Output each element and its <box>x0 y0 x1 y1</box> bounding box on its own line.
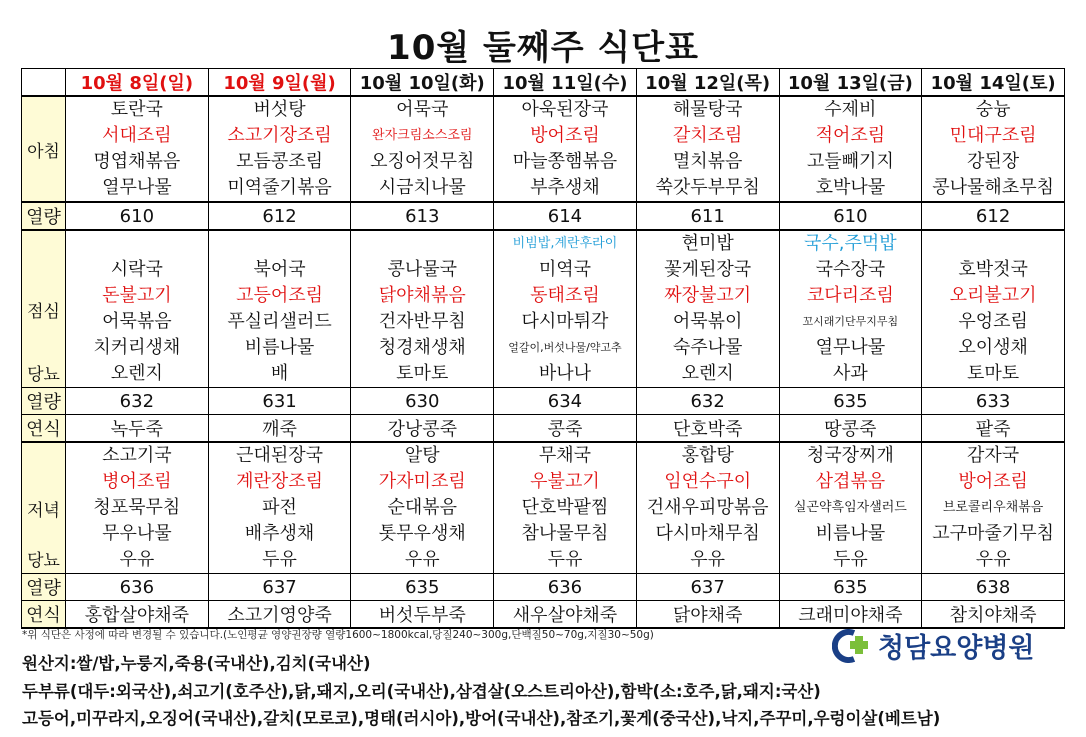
calorie-label: 열량 <box>22 388 66 415</box>
porridge-value: 참치야채죽 <box>922 601 1065 629</box>
menu-item: 톳무우생채 <box>378 523 466 544</box>
menu-item: 병어조림 <box>102 471 172 492</box>
page-title: 10월 둘째주 식단표 <box>387 28 699 68</box>
calorie-value: 635 <box>779 388 922 415</box>
menu-item: 미역줄기볶음 <box>227 177 332 198</box>
lunch-cell <box>779 230 922 388</box>
dinner-label <box>22 442 66 574</box>
menu-item: 동태조림 <box>530 285 600 306</box>
menu-item: 코다리조림 <box>806 285 894 306</box>
dinner-label-text: 저녁 <box>27 500 60 521</box>
menu-item: 미역국 <box>538 259 592 280</box>
calorie-value: 634 <box>494 388 637 415</box>
nutrition-note: *위 식단은 사정에 따라 변경될 수 있습니다.(노인평균 영양권장량 열량1600~1800kcal,당질240~300g,단백질50~70g,지질30~50g) <box>22 629 654 641</box>
calorie-value: 610 <box>66 202 209 230</box>
menu-item: 건자반무침 <box>378 311 466 332</box>
menu-item: 짜장불고기 <box>664 285 752 306</box>
dinner-cell <box>494 442 637 574</box>
calorie-value: 613 <box>351 202 494 230</box>
dinner-calorie-row <box>22 574 1065 601</box>
menu-item: 가자미조림 <box>378 471 466 492</box>
porridge-value: 홍합살야채죽 <box>66 601 209 629</box>
porridge-value: 닭야채죽 <box>636 601 779 629</box>
menu-item: 계란장조림 <box>236 471 324 492</box>
menu-item: 시금치나물 <box>378 177 466 198</box>
day-header: 10월 9일(월) <box>208 69 351 97</box>
menu-item: 호박나물 <box>815 177 886 198</box>
menu-item: 국수,주먹밥 <box>804 233 897 254</box>
menu-item: 순대볶음 <box>387 497 458 518</box>
day-header: 10월 13일(금) <box>779 69 922 97</box>
porridge-value: 새우살야채죽 <box>494 601 637 629</box>
menu-item: 숙주나물 <box>672 337 743 358</box>
menu-item: 고구마줄기무침 <box>932 523 1054 544</box>
menu-item: 방어조림 <box>958 471 1028 492</box>
menu-item: 오리불고기 <box>949 285 1037 306</box>
menu-item: 사과 <box>832 363 868 384</box>
calorie-value: 636 <box>494 574 637 601</box>
menu-item: 북어국 <box>253 259 306 280</box>
menu-item: 비름나물 <box>815 523 886 544</box>
menu-item: 콩나물해초무침 <box>932 177 1054 198</box>
lunch-calorie-row <box>22 388 1065 415</box>
hospital-name: 청담요양병원 <box>878 633 1035 664</box>
porridge-label: 연식 <box>22 601 66 629</box>
menu-item: 쑥갓두부무침 <box>655 177 760 198</box>
menu-item: 꽃게된장국 <box>664 259 752 280</box>
menu-item: 버섯탕 <box>253 99 306 120</box>
menu-item: 시락국 <box>110 259 163 280</box>
porridge-value: 녹두죽 <box>66 415 209 443</box>
diabetic-label: 당뇨 <box>27 551 60 571</box>
breakfast-label: 아침 <box>22 96 66 202</box>
menu-item: 감자국 <box>967 445 1020 466</box>
menu-item: 강된장 <box>967 151 1020 172</box>
menu-item: 갈치조림 <box>672 125 743 146</box>
menu-item: 토란국 <box>110 99 163 120</box>
porridge-value: 크래미야채죽 <box>779 601 922 629</box>
menu-item: 푸실리샐러드 <box>227 311 332 332</box>
breakfast-cell <box>636 96 779 202</box>
menu-item: 고들빼기지 <box>806 151 894 172</box>
menu-item: 배 <box>270 363 289 384</box>
menu-item: 어묵볶음 <box>102 311 172 332</box>
menu-item: 치커리생채 <box>93 337 181 358</box>
menu-item: 무채국 <box>538 445 592 466</box>
menu-item: 꼬시래기단무지무침 <box>802 315 899 328</box>
calorie-value: 632 <box>636 388 779 415</box>
day-header: 10월 8일(일) <box>66 69 209 97</box>
lunch-cell <box>494 230 637 388</box>
menu-item: 멸치볶음 <box>672 151 743 172</box>
origin-line-3: 고등어,미꾸라지,오징어(국내산),갈치(모로코),명태(러시아),방어(국내산),참조기,꽃게(중국산),낙지,주꾸미,우렁이살(베트남) <box>22 709 941 728</box>
diabetic-label: 당뇨 <box>27 365 60 385</box>
menu-item: 근대된장국 <box>236 445 324 466</box>
menu-item: 우유 <box>404 549 440 570</box>
menu-item: 호박젓국 <box>958 259 1028 280</box>
calorie-value: 630 <box>351 388 494 415</box>
dinner-cell <box>66 442 209 574</box>
menu-item: 부추생채 <box>530 177 600 198</box>
menu-item: 다시마튀각 <box>521 311 609 332</box>
menu-item <box>922 231 1064 257</box>
menu-item: 비빔밥,계란후라이 <box>512 236 618 251</box>
lunch-cell <box>351 230 494 388</box>
origin-line-1: 원산지:쌀/밥,누룽지,죽용(국내산),김치(국내산) <box>22 654 371 673</box>
porridge-value: 강낭콩죽 <box>351 415 494 443</box>
breakfast-calorie-row <box>22 202 1065 230</box>
porridge-value: 깨죽 <box>208 415 351 443</box>
menu-item: 우유 <box>975 549 1011 570</box>
menu-item: 비름나물 <box>244 337 315 358</box>
menu-item: 배추생채 <box>244 523 315 544</box>
calorie-value: 635 <box>351 574 494 601</box>
lunch-porridge-row <box>22 415 1065 443</box>
menu-item: 콩나물국 <box>387 259 458 280</box>
calorie-value: 635 <box>779 574 922 601</box>
menu-item: 청국장찌개 <box>806 445 894 466</box>
menu-item: 바나나 <box>538 363 592 384</box>
menu-item: 숭늉 <box>975 99 1011 120</box>
menu-item: 다시마채무침 <box>655 523 760 544</box>
menu-item: 참나물무침 <box>521 523 609 544</box>
menu-item: 명엽채볶음 <box>93 151 181 172</box>
menu-item: 완자크림소스조림 <box>372 128 473 143</box>
dinner-cell <box>922 442 1065 574</box>
menu-item: 닭야채볶음 <box>378 285 466 306</box>
menu-item: 방어조림 <box>530 125 600 146</box>
menu-item: 오렌지 <box>681 363 734 384</box>
porridge-value: 땅콩죽 <box>779 415 922 443</box>
menu-item: 오이생채 <box>958 337 1028 358</box>
day-header: 10월 14일(토) <box>922 69 1065 97</box>
day-header: 10월 11일(수) <box>494 69 637 97</box>
lunch-row <box>22 230 1065 388</box>
menu-item: 모듬콩조림 <box>236 151 324 172</box>
calorie-label: 열량 <box>22 574 66 601</box>
calorie-value: 638 <box>922 574 1065 601</box>
porridge-label: 연식 <box>22 415 66 443</box>
lunch-cell <box>636 230 779 388</box>
lunch-cell <box>208 230 351 388</box>
dinner-porridge-row <box>22 601 1065 629</box>
menu-item: 실곤약흑임자샐러드 <box>793 500 907 515</box>
hospital-logo-icon <box>832 629 872 663</box>
calorie-value: 612 <box>922 202 1065 230</box>
breakfast-cell <box>494 96 637 202</box>
calorie-value: 633 <box>922 388 1065 415</box>
lunch-label <box>22 230 66 388</box>
menu-item: 청포묵무침 <box>93 497 181 518</box>
calorie-label: 열량 <box>22 202 66 230</box>
menu-item: 임연수구이 <box>664 471 752 492</box>
menu-item: 해물탕국 <box>672 99 743 120</box>
lunch-cell <box>922 230 1065 388</box>
menu-item <box>351 231 493 257</box>
origin-line-2: 두부류(대두:외국산),쇠고기(호주산),닭,돼지,오리(국내산),삼겹살(오스트리아산),함박(소:호주,닭,돼지:국산) <box>22 682 821 701</box>
menu-item: 소고기국 <box>102 445 172 466</box>
breakfast-cell <box>922 96 1065 202</box>
menu-item: 두유 <box>832 549 868 570</box>
breakfast-row <box>22 96 1065 202</box>
menu-item: 청경채생채 <box>378 337 466 358</box>
dinner-cell <box>636 442 779 574</box>
menu-item: 소고기장조림 <box>227 125 332 146</box>
calorie-value: 611 <box>636 202 779 230</box>
menu-item: 마늘쫑햄볶음 <box>512 151 618 172</box>
menu-item: 삼겹볶음 <box>815 471 886 492</box>
menu-item: 우엉조림 <box>958 311 1028 332</box>
lunch-label-text: 점심 <box>27 301 60 322</box>
porridge-value: 팥죽 <box>922 415 1065 443</box>
menu-item <box>66 231 208 257</box>
menu-item: 현미밥 <box>681 233 734 254</box>
breakfast-cell <box>351 96 494 202</box>
calorie-value: 631 <box>208 388 351 415</box>
menu-item: 두유 <box>262 549 297 570</box>
menu-item: 열무나물 <box>815 337 886 358</box>
menu-item: 열무나물 <box>102 177 172 198</box>
menu-item: 적어조림 <box>815 125 886 146</box>
calorie-value: 636 <box>66 574 209 601</box>
porridge-value: 단호박죽 <box>636 415 779 443</box>
menu-item: 돈불고기 <box>102 285 172 306</box>
menu-item: 건새우피망볶음 <box>646 497 769 518</box>
menu-item: 토마토 <box>967 363 1020 384</box>
menu-item: 고등어조림 <box>236 285 324 306</box>
corner-cell <box>22 69 66 97</box>
lunch-cell <box>66 230 209 388</box>
menu-item: 단호박팥찜 <box>521 497 609 518</box>
hospital-logo <box>832 626 1035 665</box>
calorie-value: 637 <box>636 574 779 601</box>
calorie-value: 637 <box>208 574 351 601</box>
menu-item: 홍합탕 <box>681 445 734 466</box>
dinner-cell <box>779 442 922 574</box>
header-row <box>22 69 1065 97</box>
day-header: 10월 12일(목) <box>636 69 779 97</box>
porridge-value: 소고기영양죽 <box>208 601 351 629</box>
menu-table <box>21 68 1065 629</box>
menu-item: 무우나물 <box>102 523 172 544</box>
menu-item: 토마토 <box>396 363 449 384</box>
menu-item: 우유 <box>690 549 726 570</box>
dinner-cell <box>351 442 494 574</box>
breakfast-cell <box>66 96 209 202</box>
calorie-value: 612 <box>208 202 351 230</box>
menu-item: 수제비 <box>824 99 877 120</box>
menu-item: 오징어젓무침 <box>370 151 475 172</box>
calorie-value: 610 <box>779 202 922 230</box>
menu-item: 국수장국 <box>815 259 886 280</box>
menu-item: 알탕 <box>404 445 440 466</box>
menu-item: 브로콜리우채볶음 <box>942 500 1044 515</box>
calorie-value: 632 <box>66 388 209 415</box>
calorie-value: 614 <box>494 202 637 230</box>
menu-item: 파전 <box>262 497 297 518</box>
menu-item: 두유 <box>547 549 583 570</box>
menu-item: 어묵볶이 <box>672 311 743 332</box>
menu-item: 우유 <box>119 549 155 570</box>
dinner-row <box>22 442 1065 574</box>
menu-item <box>209 231 351 257</box>
menu-item: 서대조림 <box>102 125 172 146</box>
menu-item: 얼갈이,버섯나물/약고추 <box>508 341 622 354</box>
menu-item: 민대구조림 <box>949 125 1037 146</box>
menu-item: 아욱된장국 <box>521 99 609 120</box>
menu-item: 어묵국 <box>396 99 449 120</box>
porridge-value: 버섯두부죽 <box>351 601 494 629</box>
breakfast-cell <box>208 96 351 202</box>
porridge-value: 콩죽 <box>494 415 637 443</box>
menu-item: 우불고기 <box>530 471 600 492</box>
dinner-cell <box>208 442 351 574</box>
menu-item: 오렌지 <box>110 363 163 384</box>
breakfast-cell <box>779 96 922 202</box>
day-header: 10월 10일(화) <box>351 69 494 97</box>
